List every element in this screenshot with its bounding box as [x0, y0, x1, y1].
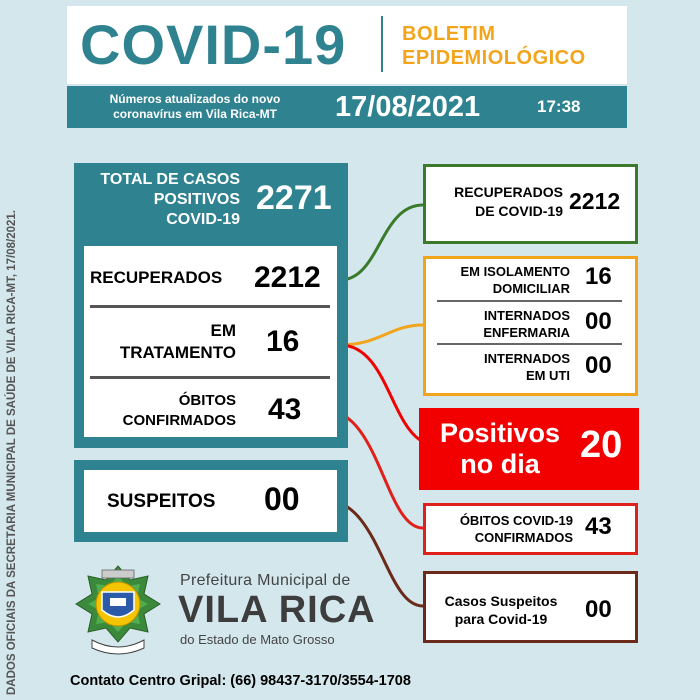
in-treatment-value: 16 [266, 325, 300, 358]
home-isolation-value: 16 [585, 263, 612, 290]
suspected-detail-line1: Casos Suspeitos [444, 593, 558, 609]
recovered-detail-line2: DE COVID-19 [475, 203, 563, 219]
recovered-detail-label [433, 183, 563, 221]
icu-line2: EM UTI [525, 368, 570, 383]
positives-line1: Positivos [439, 418, 561, 448]
recovered-value: 2212 [254, 261, 321, 294]
deaths-label [92, 391, 236, 431]
divider [437, 300, 622, 302]
deaths-value: 43 [268, 393, 302, 426]
city-name: VILA RICA [178, 589, 376, 631]
subtitle-line1: BOLETIM [402, 23, 496, 45]
divider [437, 343, 622, 345]
coat-of-arms-icon [72, 562, 164, 662]
connector-tratamento-red [340, 345, 420, 440]
header-note [75, 92, 315, 122]
in-treatment-label [92, 320, 236, 364]
isolation-line2: DOMICILIAR [492, 281, 570, 296]
contact-info: Contato Centro Gripal: (66) 98437-3170/3554-1708 [70, 673, 411, 689]
deaths-detail-value: 43 [585, 513, 612, 540]
ward-hospitalized-label [425, 307, 570, 341]
prefecture-name-line1: Prefeitura Municipal de [180, 572, 351, 589]
suspected-detail-value: 00 [585, 596, 612, 623]
total-label-line1: TOTAL DE CASOS [100, 171, 240, 188]
state-name: do Estado de Mato Grosso [180, 632, 335, 647]
icu-line1: INTERNADOS [484, 351, 570, 366]
treatment-label-line1: EM [210, 321, 236, 340]
official-source-note: DADOS OFICIAIS DA SECRETARIA MUNICIPAL DE SAÚDE DE VILA RICA-MT, 17/08/2021. [6, 210, 18, 695]
deaths-detail-line1: ÓBITOS COVID-19 [459, 513, 573, 528]
ward-hospitalized-value: 00 [585, 308, 612, 335]
connector-tratamento-orange [340, 325, 423, 345]
deaths-detail-label [430, 512, 573, 546]
page-title: COVID-19 [80, 13, 347, 76]
bulletin-date: 17/08/2021 [335, 91, 481, 123]
bulletin-subtitle [402, 22, 586, 70]
recovered-detail-line1: RECUPERADOS [454, 184, 563, 200]
daily-positives-value: 20 [580, 424, 623, 466]
deaths-detail-line2: CONFIRMADOS [474, 530, 573, 545]
divider [90, 305, 330, 308]
deaths-label-line2: CONFIRMADOS [122, 412, 236, 429]
divider [90, 376, 330, 379]
total-label-line2: POSITIVOS [153, 191, 240, 208]
daily-positives-label [430, 418, 570, 480]
title-divider [381, 16, 383, 72]
total-label-line3: COVID-19 [166, 211, 240, 228]
subtitle-line2: EPIDEMIOLÓGICO [402, 47, 586, 69]
connector-recuperados [340, 205, 423, 280]
recovered-detail-value: 2212 [569, 188, 621, 214]
deaths-label-line1: ÓBITOS [178, 392, 236, 409]
icu-hospitalized-label [425, 350, 570, 384]
isolation-line1: EM ISOLAMENTO [460, 264, 570, 279]
suspected-detail-line2: para Covid-19 [454, 611, 548, 627]
ward-line2: ENFERMARIA [483, 325, 570, 340]
icu-hospitalized-value: 00 [585, 352, 612, 379]
total-cases-value: 2271 [256, 179, 332, 217]
suspected-value: 00 [264, 481, 300, 517]
total-cases-label [88, 170, 240, 230]
header-note-line1: Números atualizados do novo [109, 92, 281, 106]
header-note-line2: coronavírus em Vila Rica-MT [113, 107, 277, 121]
treatment-label-line2: TRATAMENTO [119, 343, 236, 362]
ward-line1: INTERNADOS [484, 308, 570, 323]
suspected-detail-label [430, 592, 572, 628]
bulletin-time: 17:38 [537, 97, 581, 116]
recovered-label: RECUPERADOS [90, 268, 223, 287]
positives-line2: no dia [460, 449, 540, 479]
home-isolation-label [425, 263, 570, 297]
suspected-label: SUSPEITOS [107, 491, 216, 512]
